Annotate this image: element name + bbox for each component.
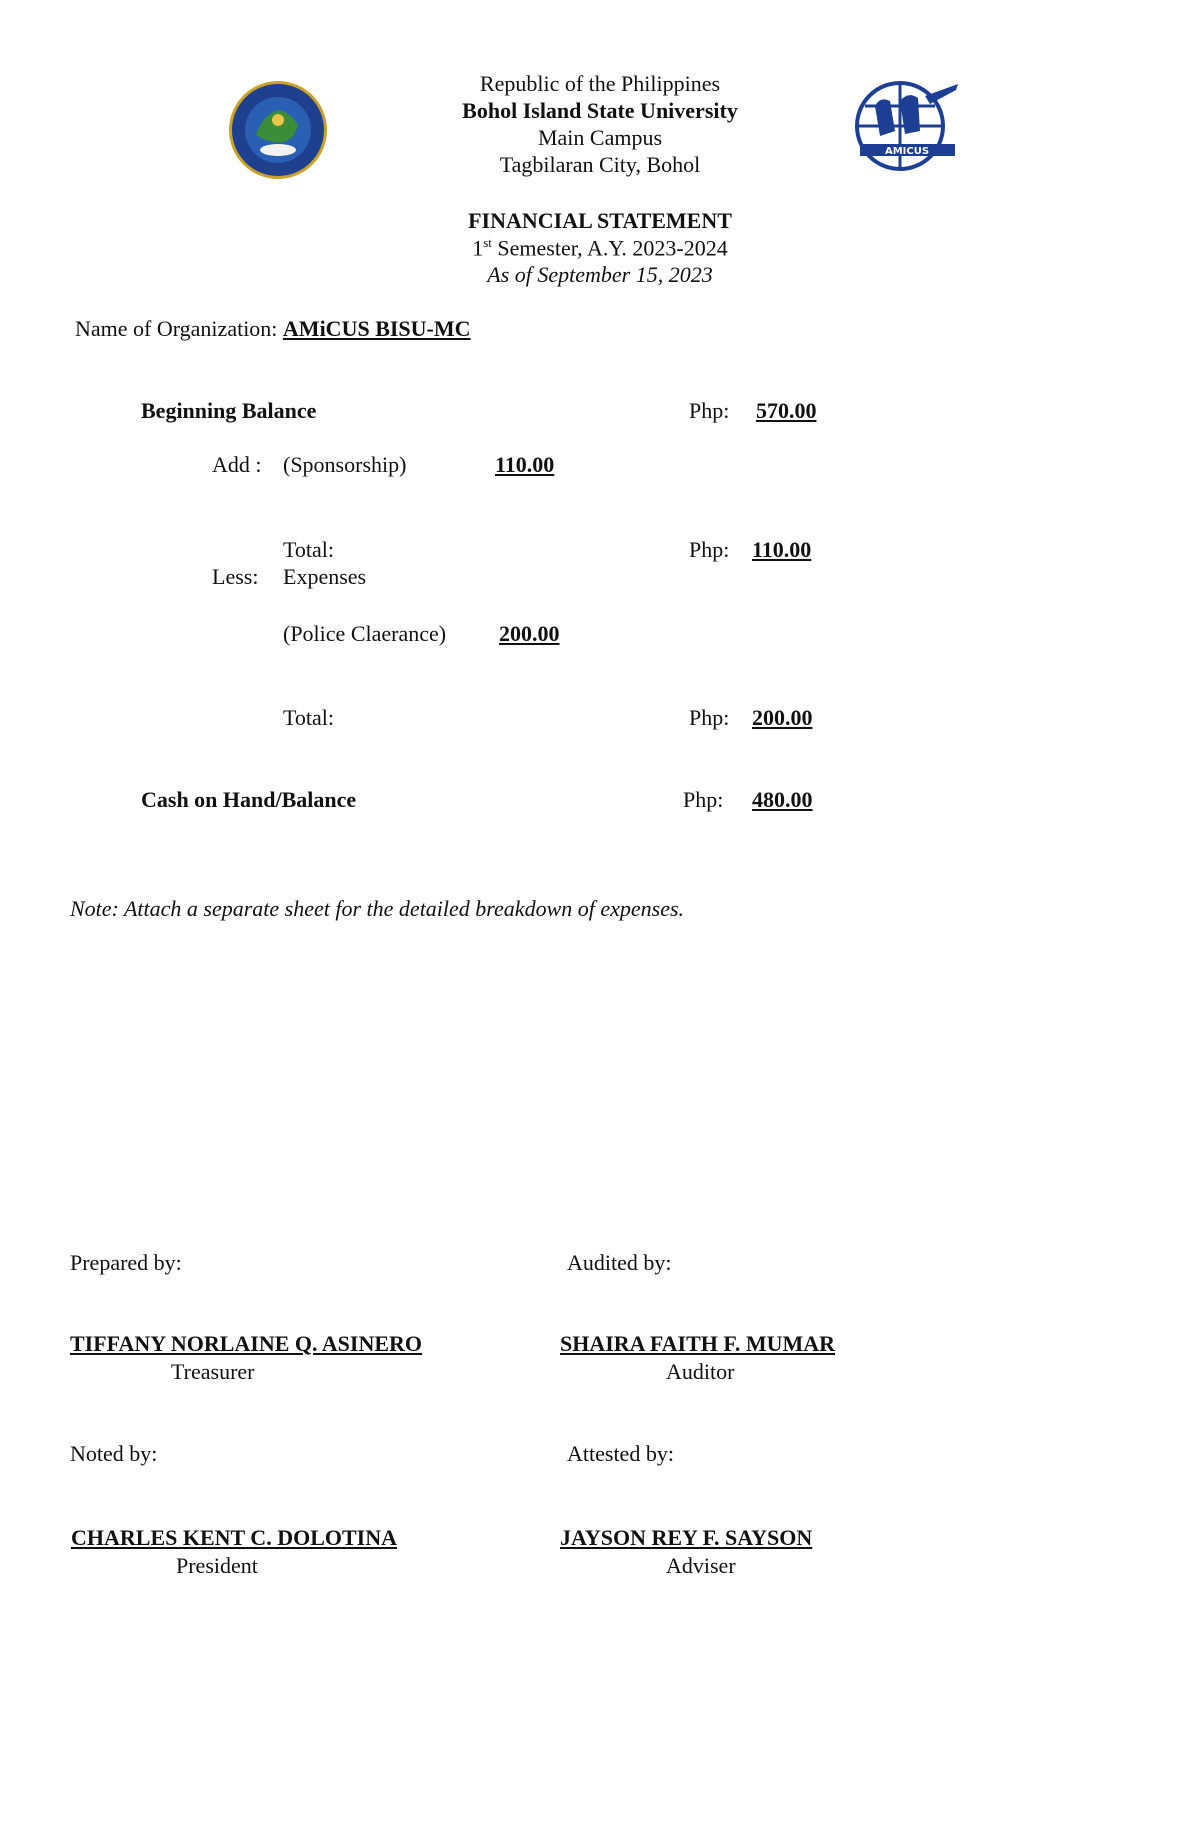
as-of-date: As of September 15, 2023 (487, 262, 713, 287)
less-total-label: Total: (283, 705, 335, 730)
add-item-amount: 110.00 (495, 452, 555, 477)
beginning-balance-currency: Php: (689, 398, 730, 423)
add-total-currency: Php: (689, 537, 730, 562)
cash-on-hand-currency: Php: (683, 787, 724, 812)
less-total-currency: Php: (689, 705, 730, 730)
add-item-label: (Sponsorship) (283, 452, 407, 477)
header-campus: Main Campus (537, 125, 663, 150)
add-total-amount: 110.00 (752, 537, 812, 562)
auditor-name: SHAIRA FAITH F. MUMAR (560, 1331, 836, 1356)
semester-text: Semester, A.Y. 2023-2024 (491, 235, 728, 261)
beginning-balance-label: Beginning Balance (141, 398, 317, 423)
attested-by-label: Attested by: (567, 1441, 674, 1466)
add-total-label: Total: (283, 537, 335, 562)
semester-ordinal-suffix: st (483, 235, 492, 250)
auditor-title: Auditor (666, 1359, 735, 1384)
semester-line (300, 235, 900, 261)
semester-ordinal: 1 (472, 235, 484, 261)
header-city: Tagbilaran City, Bohol (499, 152, 701, 177)
president-name: CHARLES KENT C. DOLOTINA (71, 1525, 397, 1550)
header-republic: Republic of the Philippines (479, 71, 721, 96)
organization-label: Name of Organization: (75, 316, 283, 341)
less-item-label: (Police Claerance) (283, 621, 447, 646)
less-item-amount: 200.00 (499, 621, 560, 646)
amicus-logo-label: AMICUS (884, 146, 930, 157)
header-university: Bohol Island State University (462, 98, 738, 123)
less-label: Less: (212, 564, 259, 589)
statement-title: FINANCIAL STATEMENT (468, 208, 732, 233)
add-label: Add : (212, 452, 262, 477)
adviser-name: JAYSON REY F. SAYSON (560, 1525, 813, 1550)
audited-by-label: Audited by: (567, 1250, 672, 1275)
prepared-by-label: Prepared by: (70, 1250, 182, 1275)
cash-on-hand-amount: 480.00 (752, 787, 813, 812)
president-title: President (176, 1553, 258, 1578)
treasurer-title: Treasurer (171, 1359, 255, 1384)
organization-name: AMiCUS BISU-MC (282, 316, 471, 341)
beginning-balance-amount: 570.00 (756, 398, 817, 423)
cash-on-hand-label: Cash on Hand/Balance (141, 787, 357, 812)
organization-line (75, 316, 471, 342)
less-heading: Expenses (283, 564, 367, 589)
noted-by-label: Noted by: (70, 1441, 158, 1466)
treasurer-name: TIFFANY NORLAINE Q. ASINERO (70, 1331, 423, 1356)
expenses-note: Note: Attach a separate sheet for the detailed breakdown of expenses. (70, 896, 685, 921)
adviser-title: Adviser (666, 1553, 736, 1578)
less-total-amount: 200.00 (752, 705, 813, 730)
